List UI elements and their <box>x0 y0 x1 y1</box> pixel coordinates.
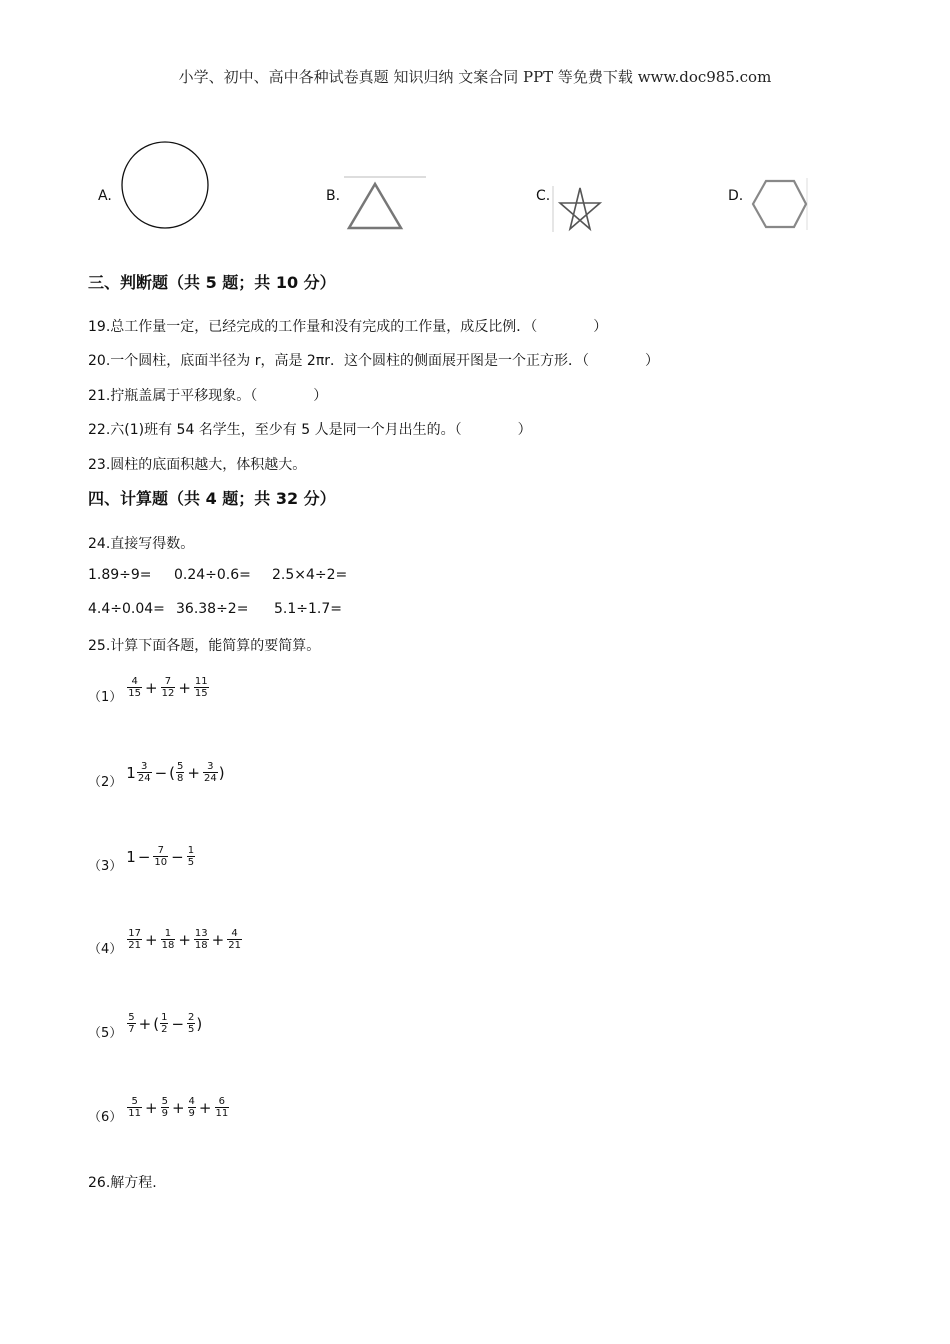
fraction: $\frac{4}{21}$ <box>228 928 241 951</box>
option-c-label: C. <box>536 188 551 204</box>
fraction: $\frac{11}{15}$ <box>194 676 208 699</box>
section-4-title: 四、计算题（共 4 题；共 32 分） <box>88 489 336 508</box>
fraction: $\frac{4}{15}$ <box>128 676 142 699</box>
sub-question-3: （3） 1 − $\frac{7}{10}$ − $\frac{1}{5}$ <box>88 845 195 874</box>
page-header: 小学、初中、高中各种试卷真题 知识归纳 文案合同 PPT 等免费下载 www.doc985.com <box>178 68 772 86</box>
fraction: $\frac{6}{11}$ <box>215 1096 229 1119</box>
fraction: $\frac{3}{24}$ <box>203 761 217 784</box>
fraction: $\frac{5}{7}$ <box>128 1012 135 1035</box>
fraction: $\frac{4}{9}$ <box>188 1096 195 1119</box>
calc-row-2-item-1: 4.4÷0.04= <box>88 601 165 617</box>
option-b-label: B. <box>326 188 341 204</box>
fraction: $\frac{5}{9}$ <box>161 1096 168 1119</box>
fraction: $\frac{5}{11}$ <box>128 1096 142 1119</box>
hexagon-icon <box>748 176 812 232</box>
fraction: $\frac{3}{24}$ <box>137 761 151 784</box>
option-a-label: A. <box>98 188 112 204</box>
fraction: $\frac{7}{12}$ <box>161 676 175 699</box>
sub-question-6: （6） $\frac{5}{11}$ + $\frac{5}{9}$ + $\frac{4}{9}$ + $\frac{6}{11}$ <box>88 1096 229 1125</box>
question-22: 22.六(1)班有 54 名学生，至少有 5 人是同一个月出生的。（ ） <box>88 422 532 438</box>
question-24: 24.直接写得数。 <box>88 536 195 552</box>
calc-row-1-item-1: 1.89÷9= <box>88 567 152 583</box>
star-icon <box>552 184 608 234</box>
fraction: $\frac{1}{18}$ <box>161 928 175 951</box>
fraction: $\frac{1}{5}$ <box>187 845 195 868</box>
sub-question-5: （5） $\frac{5}{7}$ + ( $\frac{1}{2}$ − $\frac{2}{5}$ ) <box>88 1012 203 1041</box>
calc-row-1-item-3: 2.5×4÷2= <box>272 567 348 583</box>
question-23: 23.圆柱的底面积越大，体积越大。 <box>88 457 307 473</box>
calc-row-1-item-2: 0.24÷0.6= <box>174 567 251 583</box>
fraction: $\frac{5}{8}$ <box>177 761 184 784</box>
question-21: 21.拧瓶盖属于平移现象。（ ） <box>88 388 328 404</box>
question-25: 25.计算下面各题，能简算的要简算。 <box>88 638 321 654</box>
sub-question-1: （1） $\frac{4}{15}$ + $\frac{7}{12}$ + $\frac{11}{15}$ <box>88 676 208 705</box>
question-19: 19.总工作量一定，已经完成的工作量和没有完成的工作量，成反比例．（ ） <box>88 319 608 335</box>
sub-question-4: （4） $\frac{17}{21}$ + $\frac{1}{18}$ + $\frac{13}{18}$ + $\frac{4}{21}$ <box>88 928 241 957</box>
fraction: $\frac{17}{21}$ <box>128 928 142 951</box>
fraction: $\frac{2}{5}$ <box>188 1012 195 1035</box>
fraction: $\frac{1}{2}$ <box>161 1012 168 1035</box>
calc-row-2-item-2: 36.38÷2= <box>176 601 249 617</box>
section-3-title: 三、判断题（共 5 题；共 10 分） <box>88 273 336 292</box>
question-20: 20.一个圆柱，底面半径为 r，高是 2πr．这个圆柱的侧面展开图是一个正方形．（ ） <box>88 353 660 369</box>
option-d-label: D. <box>728 188 744 204</box>
question-26: 26.解方程. <box>88 1175 157 1191</box>
sub-question-2: （2） 1 $\frac{3}{24}$ − ( $\frac{5}{8}$ + $\frac{3}{24}$ ) <box>88 761 225 790</box>
fraction: $\frac{13}{18}$ <box>194 928 208 951</box>
fraction: $\frac{7}{10}$ <box>154 845 168 868</box>
circle-icon <box>118 138 212 232</box>
triangle-icon <box>342 174 428 234</box>
calc-row-2-item-3: 5.1÷1.7= <box>274 601 342 617</box>
